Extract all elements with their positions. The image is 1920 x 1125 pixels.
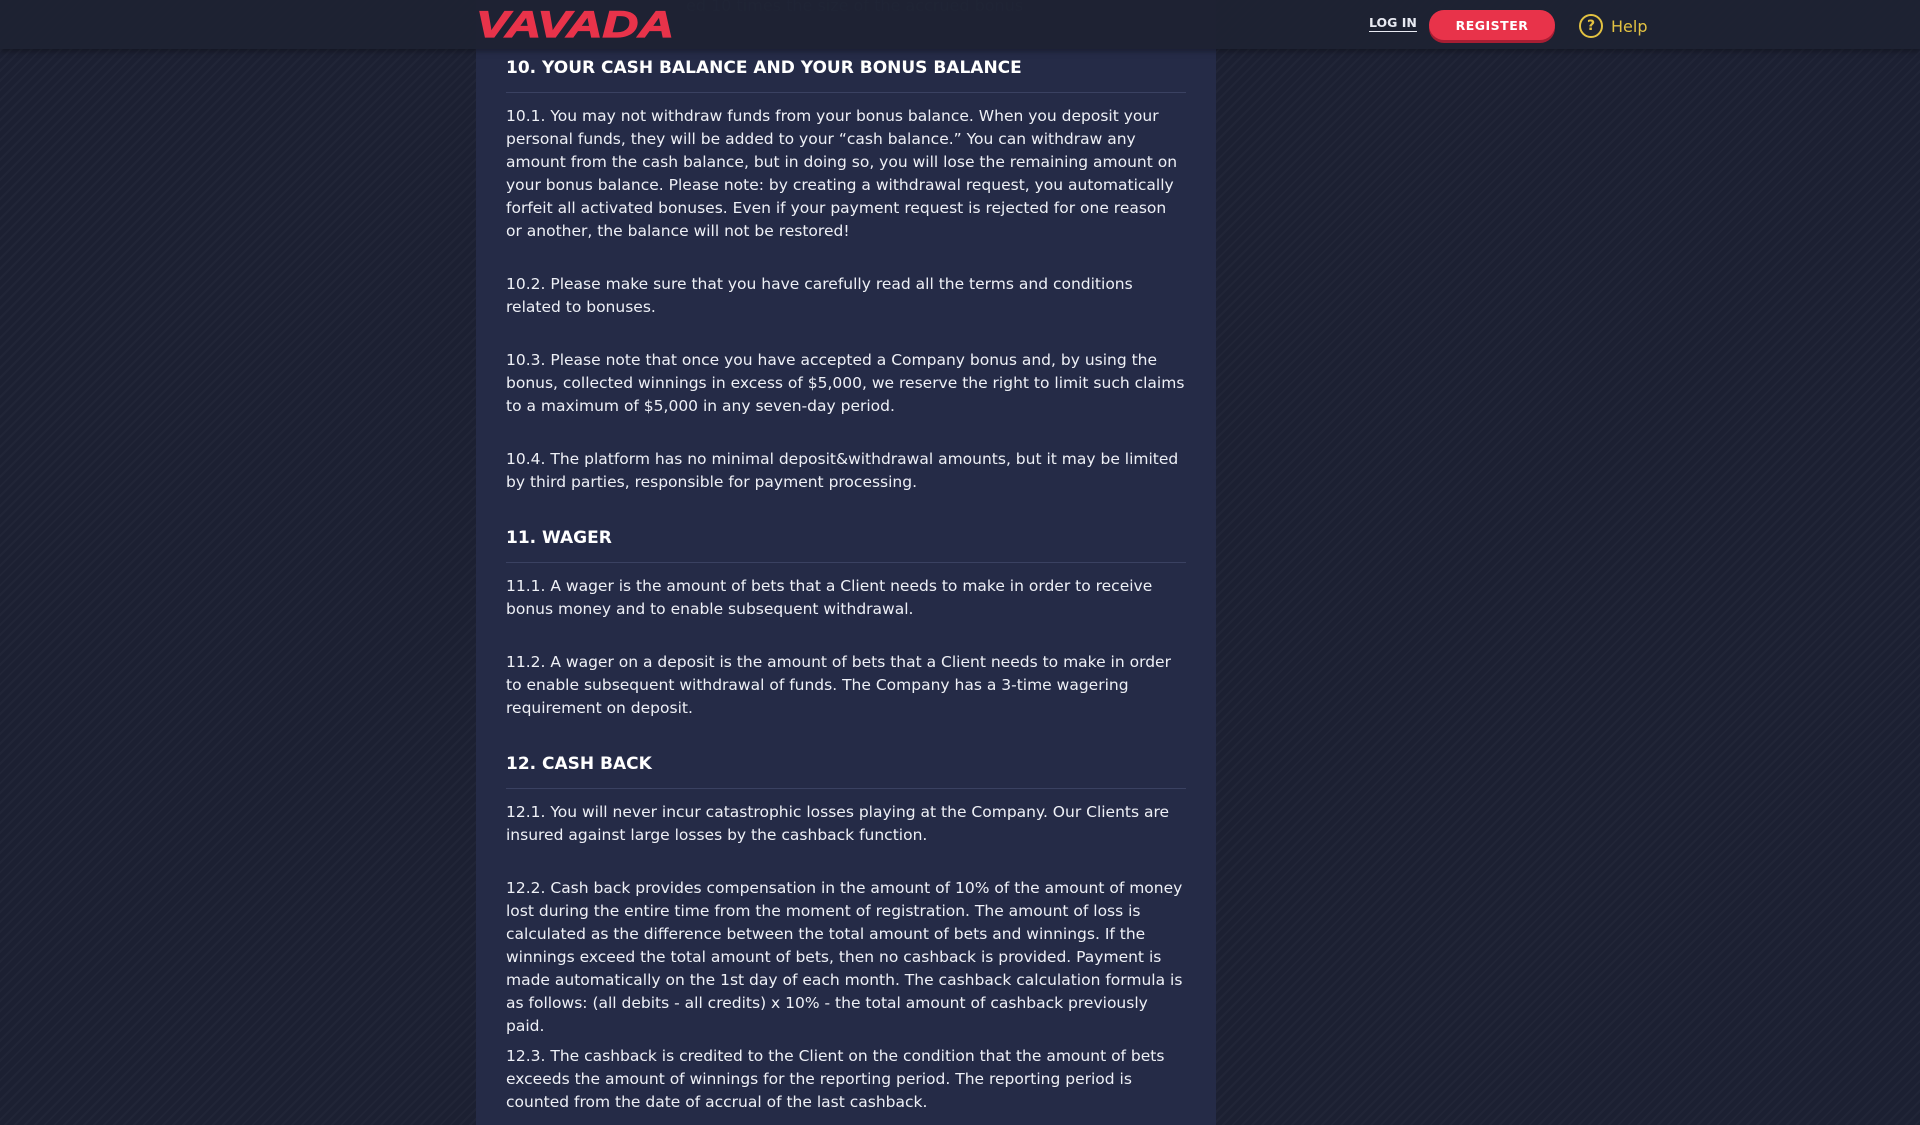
top-header bbox=[0, 0, 1920, 49]
help-link[interactable] bbox=[1579, 13, 1647, 39]
paragraph-10-1: 10.1. You may not withdraw funds from your bonus balance. When you deposit your personal funds, they will be added to your “cash balance.” You can withdraw any amount from the cash balance, but in doing so, you will lose the remaining amount on your bonus balance. Please note: by creating a withdrawal request, you automatically forfeit all activated bonuses. Even if your payment request is rejected for one reason or another, the balance will not be restored! bbox=[506, 107, 1178, 240]
paragraph-10-3: 10.3. Please note that once you have accepted a Company bonus and, by using the bonus, collected winnings in excess of $5,000, we reserve the right to limit such claims to a maximum of $5,000 in any seven-day period. bbox=[506, 351, 1185, 415]
logo-text: VAVADA bbox=[476, 6, 674, 42]
terms-panel bbox=[476, 0, 1216, 1125]
paragraph-10-2: 10.2. Please make sure that you have carefully read all the terms and conditions related to bonuses. bbox=[506, 275, 1133, 316]
paragraph-12-1: 12.1. You will never incur catastrophic losses playing at the Company. Our Clients are insured against large losses by the cashback function. bbox=[506, 803, 1170, 844]
vavada-logo[interactable] bbox=[476, 6, 676, 42]
paragraph-10-4: 10.4. The platform has no minimal deposit&withdrawal amounts, but it may be limited by third parties, responsible for payment processing. bbox=[506, 450, 1179, 491]
help-label: Help bbox=[1611, 16, 1648, 36]
paragraph-11-1: 11.1. A wager is the amount of bets that a Client needs to make in order to receive bonus money and to enable subsequent withdrawal. bbox=[506, 577, 1153, 618]
register-button[interactable]: REGISTER bbox=[1429, 10, 1555, 40]
login-link[interactable]: LOG IN bbox=[1369, 15, 1417, 30]
paragraph-12-2: 12.2. Cash back provides compensation in the amount of 10% of the amount of money lost during the entire time from the moment of registration. The amount of loss is calculated as the difference between the total amount of bets and winnings. If the winnings exceed the total amount of bets, then no cashback is provided. Payment is made automatically on the 1st day of each month. The cashback calculation formula is as follows: (all debits - all credits) x 10% - the total amount of cashback previously paid. bbox=[506, 879, 1183, 1035]
paragraph-11-2: 11.2. A wager on a deposit is the amount of bets that a Client needs to make in order to enable subsequent withdrawal of funds. The Company has a 3-time wagering requirement on deposit. bbox=[506, 653, 1171, 717]
section-title-10: 10. YOUR CASH BALANCE AND YOUR BONUS BALANCE bbox=[506, 58, 1186, 93]
section-title-11: 11. WAGER bbox=[506, 528, 1186, 563]
paragraph-12-3: 12.3. The cashback is credited to the Client on the condition that the amount of bets exceeds the amount of winnings for the reporting period. The reporting period is counted from the date of accrual of the last cashback. bbox=[506, 1047, 1165, 1111]
section-title-12: 12. CASH BACK bbox=[506, 754, 1186, 789]
help-question-icon: ? bbox=[1579, 14, 1603, 38]
